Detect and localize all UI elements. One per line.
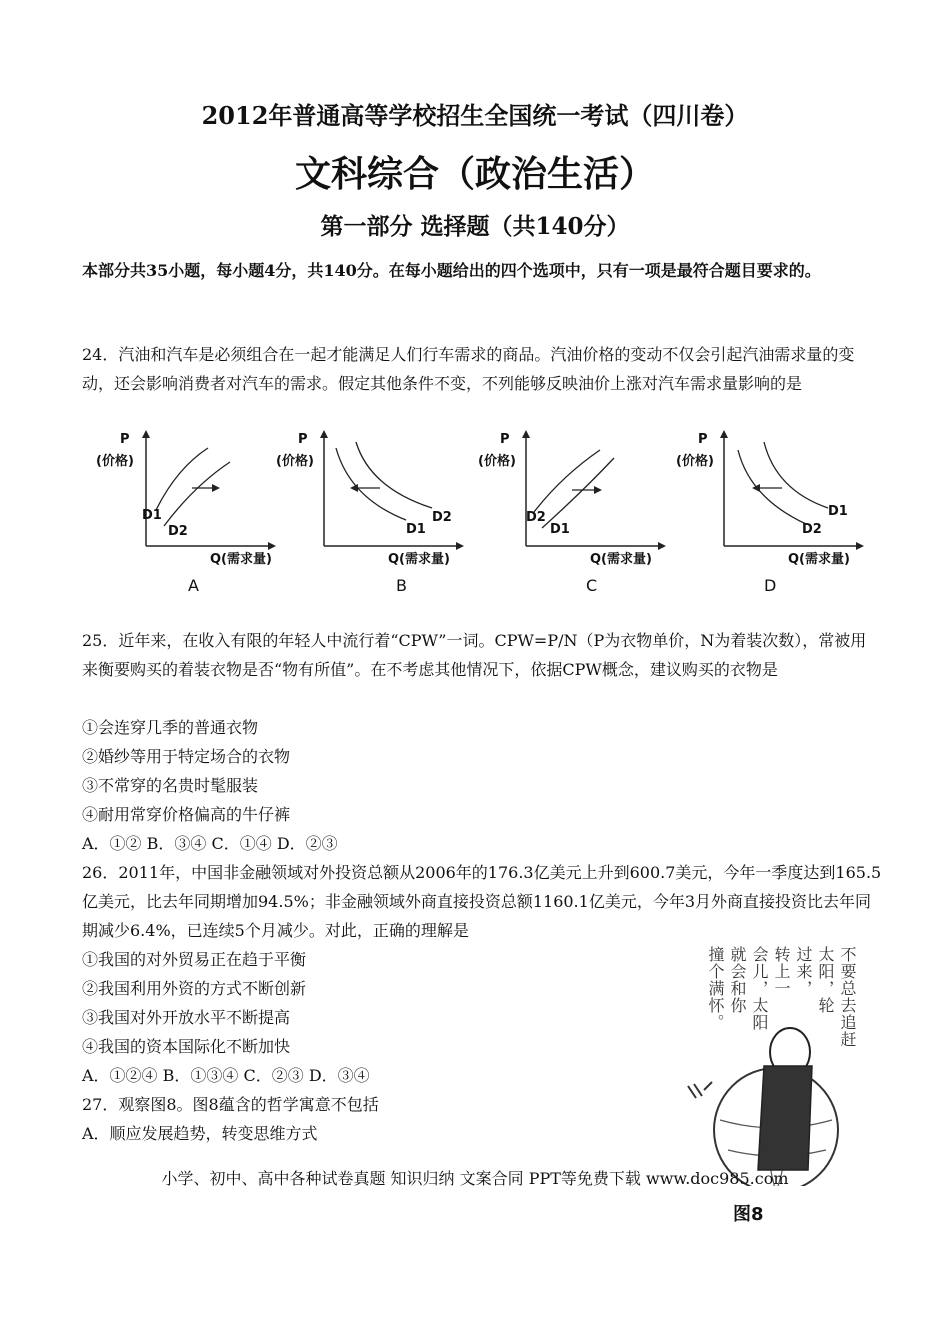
cartoon-text-line: 过来， xyxy=(794,946,813,997)
question-25-stem: 25．近年来，在收入有限的年轻人中流行着“CPW”一词。CPW=P/N（P为衣物单价，N为着装次数），常被用来衡要购买的着装衣物是否“物有所值”。在不考虑其他情况下，依据CPW概念，建议购买的衣物是 xyxy=(82,631,867,679)
curve-label-bottom: D1 xyxy=(550,522,570,537)
axis-y-label: P xyxy=(698,432,708,447)
curve-label-top: D1 xyxy=(828,504,848,519)
question-24-graphs xyxy=(82,428,882,603)
graph-c xyxy=(478,428,682,603)
curve-label-top: D1 xyxy=(142,508,162,523)
section-instructions: 本部分共35小题，每小题4分，共140分。在每小题给出的四个选项中，只有一项是最符合题目要求的。 xyxy=(82,261,821,280)
axis-y-label: P xyxy=(120,432,130,447)
section-title: 第一部分 选择题（共140分） xyxy=(320,213,630,240)
graph-a-plot xyxy=(82,428,282,568)
cartoon-text-line: 会儿，太阳 xyxy=(750,946,769,1031)
question-26-options: A．①②④ B．①③④ C．②③ D．③④ xyxy=(82,1066,370,1085)
axis-y-sublabel: (价格) xyxy=(676,454,714,469)
page-footer: 小学、初中、高中各种试卷真题 知识归纳 文案合同 PPT等免费下载 www.doc985.com xyxy=(161,1169,789,1188)
question-26-item: ③我国对外开放水平不断提高 xyxy=(82,1008,291,1027)
graph-d-plot xyxy=(680,428,880,568)
question-24-stem: 24．汽油和汽车是必须组合在一起才能满足人们行车需求的商品。汽油价格的变动不仅会引起汽油需求量的变动，还会影响消费者对汽车的需求。假定其他条件不变，不列能够反映油价上涨对汽车需求量影响的是 xyxy=(82,345,855,393)
curve-label-top: D2 xyxy=(432,510,452,525)
question-26-stem: 26．2011年，中国非金融领域对外投资总额从2006年的176.3亿美元上升到600.7美元，今年一季度达到165.5亿美元，比去年同期增加94.5%；非金融领域外商直接投资总额1160.1亿美元，今年3月外商直接投资比去年同期减少6.4%，已连续5个月减少。对此，正确的理解是 xyxy=(82,863,882,940)
graph-caption: D xyxy=(764,576,777,595)
question-25-options: A．①② B．③④ C．①④ D．②③ xyxy=(82,834,338,853)
question-26-item: ④我国的资本国际化不断加快 xyxy=(82,1037,291,1056)
axis-x-label: Q(需求量) xyxy=(210,552,272,567)
question-25-item: ③不常穿的名贵时髦服装 xyxy=(82,776,259,795)
subject-title: 文科综合（政治生活） xyxy=(294,153,655,195)
axis-x-label: Q(需求量) xyxy=(590,552,652,567)
curve-label-bottom: D1 xyxy=(406,522,426,537)
question-27-stem: 27．观察图8。图8蕴含的哲学寓意不包括 xyxy=(82,1095,379,1114)
axis-x-label: Q(需求量) xyxy=(788,552,850,567)
question-25-item: ①会连穿几季的普通衣物 xyxy=(82,718,259,737)
graph-caption: B xyxy=(396,576,407,595)
graph-b xyxy=(276,428,480,603)
curve-label-bottom: D2 xyxy=(168,524,188,539)
axis-y-sublabel: (价格) xyxy=(276,454,314,469)
question-26-item: ②我国利用外资的方式不断创新 xyxy=(82,979,307,998)
question-25-item: ④耐用常穿价格偏高的牛仔裤 xyxy=(82,805,291,824)
axis-y-label: P xyxy=(298,432,308,447)
cartoon-text-line: 太阳，轮 xyxy=(816,946,835,1014)
graph-caption: A xyxy=(188,576,199,595)
cartoon-text-line: 就会和你 xyxy=(728,946,747,1014)
curve-label-top: D2 xyxy=(526,510,546,525)
exam-title: 2012年普通高等学校招生全国统一考试（四川卷） xyxy=(201,101,749,130)
graph-c-plot xyxy=(482,428,682,568)
axis-x-label: Q(需求量) xyxy=(388,552,450,567)
graph-a xyxy=(82,428,282,603)
cartoon-text-line: 不要总去追赶 xyxy=(838,946,857,1048)
figure-8-cartoon xyxy=(668,940,872,1186)
cartoon-text-line: 撞个满怀。 xyxy=(706,946,725,1031)
question-26-item: ①我国的对外贸易正在趋于平衡 xyxy=(82,950,307,969)
question-27-option-a: A．顺应发展趋势，转变思维方式 xyxy=(82,1124,318,1143)
graph-b-plot xyxy=(280,428,480,568)
question-25-item: ②婚纱等用于特定场合的衣物 xyxy=(82,747,291,766)
figure-8-label: 图8 xyxy=(733,1204,764,1225)
curve-label-bottom: D2 xyxy=(802,522,822,537)
cartoon-text-line: 转上一 xyxy=(772,946,791,997)
axis-y-sublabel: (价格) xyxy=(478,454,516,469)
axis-y-label: P xyxy=(500,432,510,447)
graph-d xyxy=(676,428,880,603)
axis-y-sublabel: (价格) xyxy=(96,454,134,469)
graph-caption: C xyxy=(586,576,598,595)
